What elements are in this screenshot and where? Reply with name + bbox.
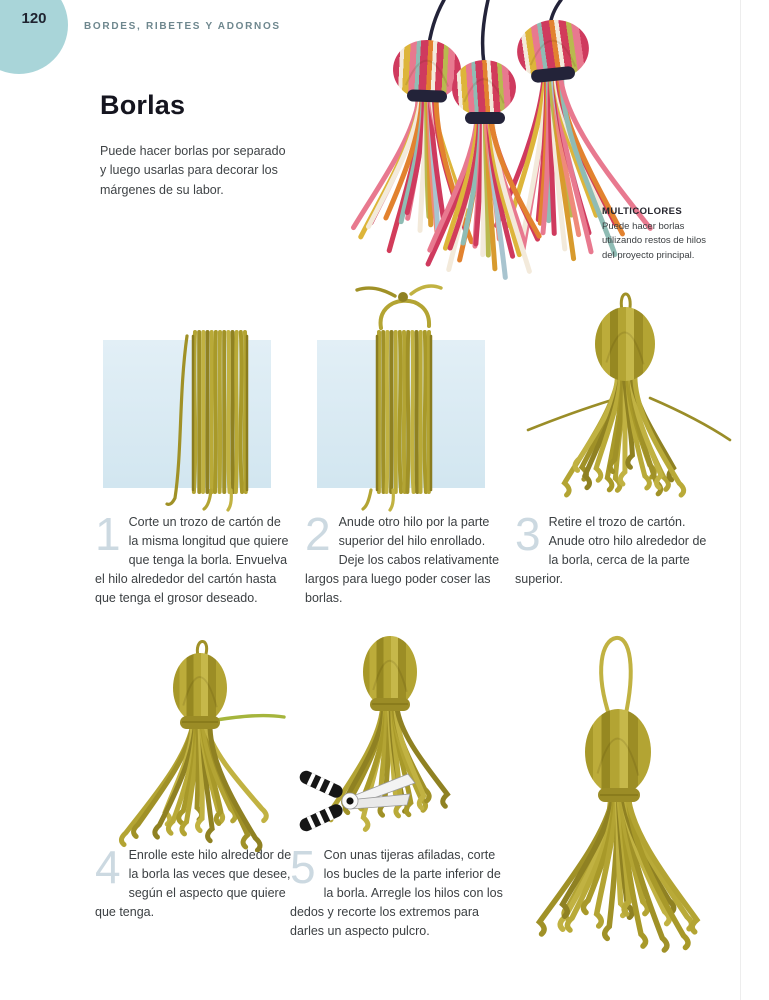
step-4 bbox=[95, 841, 295, 922]
step-5 bbox=[290, 841, 508, 941]
step1-yarn-on-card-photo bbox=[95, 282, 300, 512]
caption-title: MULTICOLORES bbox=[602, 206, 683, 217]
step2-tied-yarn-on-card-photo bbox=[305, 282, 510, 512]
step-number: 1 bbox=[95, 508, 121, 560]
caption-text: Puede hacer borlas utilizando restos de hilos del proyecto principal. bbox=[602, 221, 707, 261]
step-instruction: Enrolle este hilo alrededor de la borla las veces que desee, según el aspecto que quiere que tenga. bbox=[95, 848, 292, 919]
page-title: Borlas bbox=[100, 90, 186, 120]
page-number: 120 bbox=[21, 9, 47, 27]
photo-caption bbox=[602, 206, 716, 263]
step5-scissors-trimming-photo bbox=[278, 628, 463, 858]
page-number-badge bbox=[0, 0, 68, 74]
step-instruction: Con unas tijeras afiladas, corte los bucles de la parte inferior de la borla. Arregle los hilos con los dedos y recorte los extremos para darles un aspecto pulcro. bbox=[290, 848, 503, 938]
multicolor-tassels-photo bbox=[285, 0, 655, 280]
step4-wrapped-tassel-photo bbox=[112, 632, 287, 852]
step-instruction: Anude otro hilo por la parte superior del hilo enrollado. Deje los cabos relativamente largos para luego poder coser las borlas. bbox=[305, 515, 500, 605]
step-2 bbox=[305, 508, 510, 608]
step-number: 3 bbox=[515, 508, 541, 560]
step-instruction: Corte un trozo de cartón de la misma longitud que quiere que tenga la borla. Envuelva el hilo alrededor del cartón hasta que tenga el grosor deseado. bbox=[95, 515, 289, 605]
section-title: BORDES, RIBETES Y ADORNOS bbox=[84, 21, 281, 32]
step3-loose-tassel-photo bbox=[520, 282, 740, 512]
finished-tassel-photo bbox=[508, 622, 753, 957]
intro-text: Puede hacer borlas por separado y luego usarlas para decorar los márgenes de su labor. bbox=[100, 144, 286, 197]
step-number: 5 bbox=[290, 841, 316, 893]
step-1 bbox=[95, 508, 293, 608]
step-3 bbox=[515, 508, 715, 589]
step-number: 4 bbox=[95, 841, 121, 893]
step-instruction: Retire el trozo de cartón. Anude otro hilo alrededor de la borla, cerca de la parte superior. bbox=[515, 515, 707, 586]
step-number: 2 bbox=[305, 508, 331, 560]
